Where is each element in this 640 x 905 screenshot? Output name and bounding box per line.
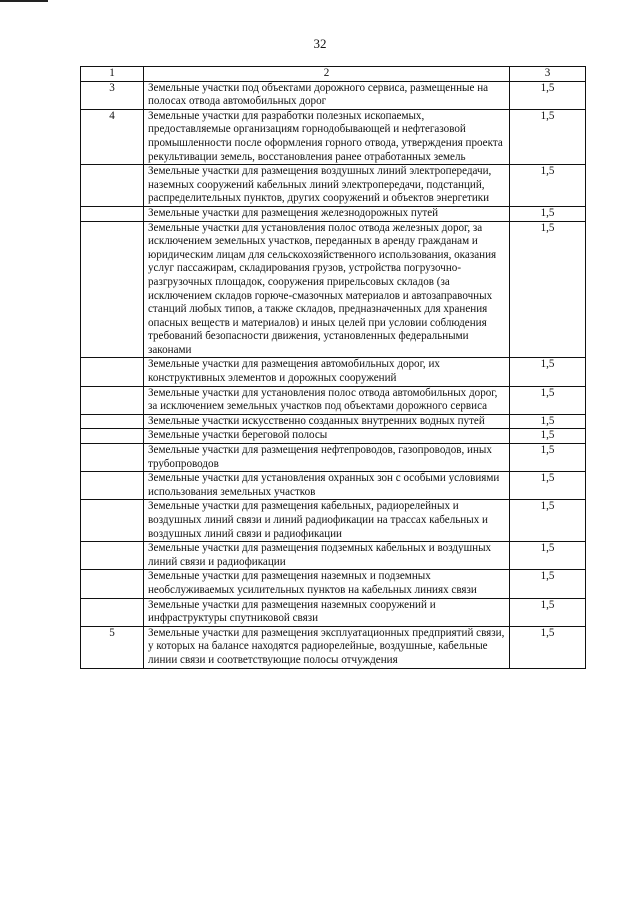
row-value: 1,5	[510, 109, 586, 164]
row-number	[81, 206, 144, 221]
header-col-2: 2	[144, 67, 510, 82]
table-row	[81, 429, 586, 444]
table-row	[81, 386, 586, 414]
row-description: Земельные участки для размещения кабельных, радиорелейных и воздушных линий связи и линий радиофикации на трассах кабельных и воздушных линий связи и радиофикации	[144, 500, 510, 542]
row-value: 1,5	[510, 165, 586, 207]
table-row	[81, 221, 586, 358]
row-number	[81, 444, 144, 472]
row-number: 4	[81, 109, 144, 164]
row-description: Земельные участки для установления охранных зон с особыми условиями использования земельных участков	[144, 472, 510, 500]
row-description: Земельные участки для размещения воздушных линий электропередачи, наземных сооружений кабельных линий электропередачи, подстанций, распределительных пунктов, других сооружений и объектов энергетики	[144, 165, 510, 207]
row-description: Земельные участки береговой полосы	[144, 429, 510, 444]
row-value: 1,5	[510, 542, 586, 570]
row-description: Земельные участки для размещения наземных сооружений и инфраструктуры спутниковой связи	[144, 598, 510, 626]
row-value: 1,5	[510, 206, 586, 221]
row-description: Земельные участки под объектами дорожного сервиса, размещенные на полосах отвода автомобильных дорог	[144, 81, 510, 109]
row-number	[81, 165, 144, 207]
table-row	[81, 206, 586, 221]
rates-table	[80, 66, 586, 669]
table-header-row	[81, 67, 586, 82]
table-row	[81, 542, 586, 570]
table-row	[81, 570, 586, 598]
row-value: 1,5	[510, 358, 586, 386]
table-row	[81, 358, 586, 386]
row-number	[81, 414, 144, 429]
row-description: Земельные участки для установления полос отвода автомобильных дорог, за исключением земельных участков под объектами дорожного сервиса	[144, 386, 510, 414]
row-number	[81, 542, 144, 570]
row-number	[81, 221, 144, 358]
row-number	[81, 598, 144, 626]
table-row	[81, 626, 586, 668]
row-number: 3	[81, 81, 144, 109]
page-number: 32	[313, 36, 327, 51]
row-description: Земельные участки для размещения наземных и подземных необслуживаемых усилительных пунктов на кабельных линиях связи	[144, 570, 510, 598]
header-col-1: 1	[81, 67, 144, 82]
row-value: 1,5	[510, 598, 586, 626]
row-value: 1,5	[510, 626, 586, 668]
row-value: 1,5	[510, 472, 586, 500]
row-description: Земельные участки искусственно созданных внутренних водных путей	[144, 414, 510, 429]
table-row	[81, 165, 586, 207]
table-row	[81, 81, 586, 109]
row-description: Земельные участки для размещения подземных кабельных и воздушных линий связи и радиофикации	[144, 542, 510, 570]
table-row	[81, 500, 586, 542]
row-value: 1,5	[510, 500, 586, 542]
row-description: Земельные участки для размещения эксплуатационных предприятий связи, у которых на балансе находятся радиорелейные, воздушные, кабельные линии связи и соответствующие полосы отчуждения	[144, 626, 510, 668]
row-number	[81, 570, 144, 598]
row-number	[81, 472, 144, 500]
row-number	[81, 429, 144, 444]
table-row	[81, 444, 586, 472]
table-row	[81, 414, 586, 429]
table-row	[81, 472, 586, 500]
row-description: Земельные участки для установления полос отвода железных дорог, за исключением земельных участков, переданных в аренду гражданам и юридическим лицам для сельскохозяйственного использования, оказания услуг пассажирам, складирования грузов, устройства погрузочно-разгрузочных площадок, сооружения прирельсовых складов (за исключением складов горюче-смазочных материалов и автозаправочных станций любых типов, а также складов, предназначенных для хранения опасных веществ и материалов) и иных целей при условии соблюдения требований безопасности движения, установленных федеральными законами	[144, 221, 510, 358]
row-number	[81, 358, 144, 386]
row-description: Земельные участки для разработки полезных ископаемых, предоставляемые организациям горнодобывающей и нефтегазовой промышленности после оформления горного отвода, утверждения проекта рекультивации земель, восстановления ранее отработанных земель	[144, 109, 510, 164]
header-col-3: 3	[510, 67, 586, 82]
row-description: Земельные участки для размещения автомобильных дорог, их конструктивных элементов и дорожных сооружений	[144, 358, 510, 386]
row-value: 1,5	[510, 221, 586, 358]
row-description: Земельные участки для размещения нефтепроводов, газопроводов, иных трубопроводов	[144, 444, 510, 472]
row-value: 1,5	[510, 386, 586, 414]
row-value: 1,5	[510, 570, 586, 598]
row-number	[81, 386, 144, 414]
row-description: Земельные участки для размещения железнодорожных путей	[144, 206, 510, 221]
row-number: 5	[81, 626, 144, 668]
row-number	[81, 500, 144, 542]
row-value: 1,5	[510, 429, 586, 444]
table-row	[81, 598, 586, 626]
table-row	[81, 109, 586, 164]
top-corner-mark	[0, 0, 48, 2]
row-value: 1,5	[510, 81, 586, 109]
row-value: 1,5	[510, 414, 586, 429]
row-value: 1,5	[510, 444, 586, 472]
